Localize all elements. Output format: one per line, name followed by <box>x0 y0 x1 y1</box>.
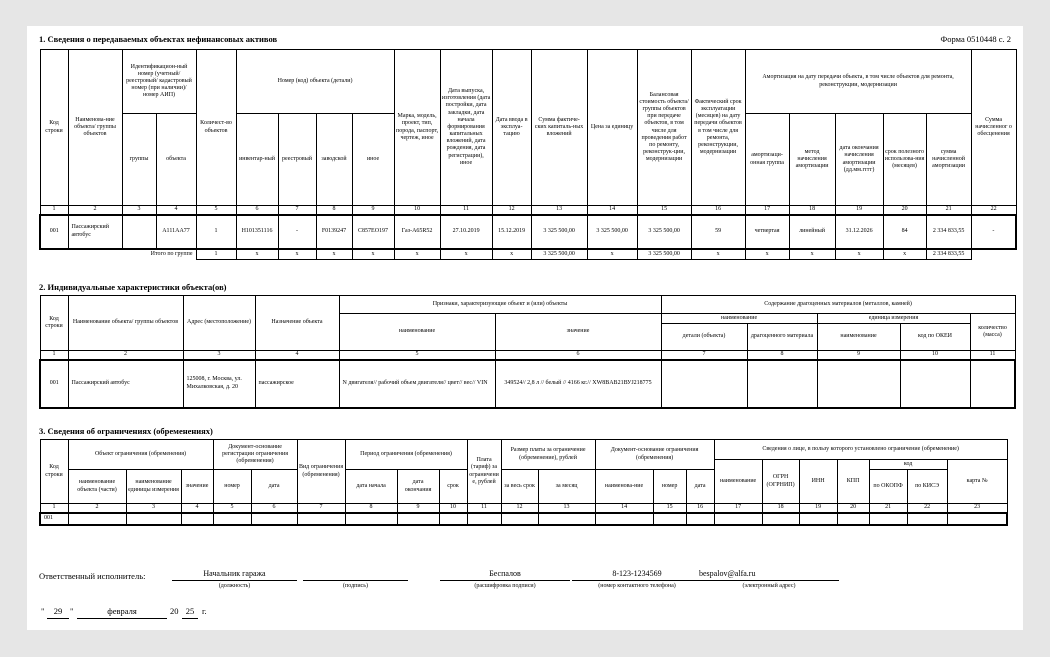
h1-date-input: Дата ввода в эксплуа-тацию <box>492 50 531 206</box>
table-cell: 3 325 500,00 <box>637 215 691 249</box>
column-number-cell: 7 <box>661 351 747 360</box>
position-value: Начальник гаража <box>203 569 266 578</box>
column-number-cell: 4 <box>156 206 196 215</box>
column-number-cell: 10 <box>439 504 467 513</box>
form-number: Форма 0510448 с. 2 <box>940 34 1011 44</box>
h2-signs: Признаки, характеризующие объект и (или) объекты <box>339 296 661 314</box>
table-cell: четвертая <box>745 215 789 249</box>
column-number-cell: 11 <box>467 504 501 513</box>
table-cell: F0139247 <box>316 215 352 249</box>
h2-precious: драгоценного материала <box>747 324 817 351</box>
h1-number: Номер (код) объекта (детали) <box>236 50 394 114</box>
table-cell <box>538 513 595 525</box>
h2-metals-name: наименование <box>661 314 817 324</box>
column-number-cell: 9 <box>352 206 394 215</box>
date-year: 25 <box>185 606 195 616</box>
table-cell: 15.12.2019 <box>492 215 531 249</box>
column-number-cell: 1 <box>40 206 68 215</box>
table-cell <box>122 215 156 249</box>
h2-signs-value: значение <box>495 314 661 351</box>
table-cell: А111АА77 <box>156 215 196 249</box>
column-number-cell: 13 <box>531 206 587 215</box>
table-cell <box>686 513 714 525</box>
table-cell <box>467 513 501 525</box>
column-number-cell: 3 <box>183 351 255 360</box>
column-number-cell: 12 <box>492 206 531 215</box>
total-cell: x <box>236 249 278 260</box>
h3-term: срок <box>439 470 467 504</box>
h3-code-h: код <box>869 460 947 470</box>
column-number-cell: 15 <box>637 206 691 215</box>
column-number-cell: 3 <box>122 206 156 215</box>
table-cell: 001 <box>40 215 68 249</box>
table-cell <box>297 513 345 525</box>
table-cell <box>970 360 1015 408</box>
table-cell <box>837 513 869 525</box>
total-cell: x <box>789 249 835 260</box>
section-1-table <box>39 49 1017 260</box>
column-number-cell: 17 <box>745 206 789 215</box>
table-row <box>40 513 1007 525</box>
h2-detail: детали (объекта) <box>661 324 747 351</box>
column-number-cell: 4 <box>181 504 213 513</box>
total-cell: x <box>835 249 883 260</box>
table-cell: 001 <box>40 360 68 408</box>
table-cell: 27.10.2019 <box>440 215 492 249</box>
email-line <box>699 580 839 581</box>
total-cell: x <box>394 249 440 260</box>
h3-pay-month: за месяц <box>538 470 595 504</box>
table-cell <box>501 513 538 525</box>
table-cell: 001 <box>40 513 68 525</box>
column-number-cell: 20 <box>883 206 926 215</box>
name-value: Беспалов <box>489 569 521 578</box>
h1-inv: инвентар-ный <box>236 114 278 206</box>
date-quote-close: " <box>70 606 74 616</box>
table-cell: - <box>278 215 316 249</box>
table-cell: 3 325 500,00 <box>587 215 637 249</box>
table-cell <box>439 513 467 525</box>
column-number-cell: 22 <box>907 504 947 513</box>
table-cell <box>595 513 653 525</box>
column-number-cell: 5 <box>196 206 236 215</box>
column-number-cell: 11 <box>440 206 492 215</box>
h1-name: Наименова-ние объекта/ группы объектов <box>68 50 122 206</box>
h3-date: дата <box>251 470 297 504</box>
email-caption: (электронный адрес) <box>742 583 796 589</box>
date-quote-open: " <box>41 606 45 616</box>
h1-factory: заводской <box>316 114 352 206</box>
column-number-cell: 8 <box>345 504 397 513</box>
table-cell: 59 <box>691 215 745 249</box>
h2-unit-name: наименование <box>817 324 900 351</box>
h1-ident-obj: объекта <box>156 114 196 206</box>
h3-obj-value: значение <box>181 470 213 504</box>
column-number-cell: 6 <box>236 206 278 215</box>
table-cell <box>251 513 297 525</box>
h1-other: иное <box>352 114 394 206</box>
column-number-cell: 6 <box>251 504 297 513</box>
table-cell: N двигателя// рабочий объем двигателя// цвет// вес// VIN <box>339 360 495 408</box>
table-cell <box>747 360 817 408</box>
h1-ident: Идентификацион-ный номер (учетный/ реестровый/ кадастровый номер (при наличии)/ номер АИП) <box>122 50 196 114</box>
h2-qty: количество (масса) <box>970 314 1015 351</box>
column-number-cell: 21 <box>869 504 907 513</box>
signature-line <box>303 580 408 581</box>
section-2-title: 2. Индивидуальные характеристики объекта(ов) <box>39 282 227 292</box>
column-number-cell: 18 <box>789 206 835 215</box>
column-number-cell: 23 <box>947 504 1007 513</box>
table-cell: пассажирское <box>255 360 339 408</box>
date-month-line <box>77 618 167 619</box>
total-cell: 3 325 500,00 <box>637 249 691 260</box>
h3-kpp: КПП <box>837 460 869 504</box>
table-cell <box>869 513 907 525</box>
h3-card: карта № <box>947 460 1007 504</box>
h1-impair: Сумма начисленног о обесценения <box>971 50 1016 206</box>
table-cell <box>126 513 181 525</box>
table-cell <box>900 360 970 408</box>
table-cell: - <box>971 215 1016 249</box>
h3-fee: Плата (тариф) за ограничение, рублей <box>467 440 501 504</box>
h2-metals-unit: единица измерения <box>817 314 970 324</box>
h1-brand: Марка, модель, проект, тип, порода, паспорт, чертеж, иное <box>394 50 440 206</box>
table-cell: Газ-А65R52 <box>394 215 440 249</box>
phone-caption: (номер контактного телефона) <box>598 583 676 589</box>
h3-obj-unit: наименование единицы измерения <box>126 470 181 504</box>
total-cell: x <box>587 249 637 260</box>
name-line <box>440 580 570 581</box>
column-number-cell: 13 <box>538 504 595 513</box>
h3-doc-name: наименова-ние <box>595 470 653 504</box>
table-cell: Пассажирский автобус <box>68 360 183 408</box>
h3-obj-name: наименование объекта (части) <box>68 470 126 504</box>
total-cell: x <box>278 249 316 260</box>
total-cell: x <box>883 249 926 260</box>
column-number-cell: 2 <box>68 504 126 513</box>
h1-capex: Сумма фактиче-ских капиталь-ных вложений <box>531 50 587 206</box>
h1-price: Цена за единицу <box>587 50 637 206</box>
table-cell <box>661 360 747 408</box>
column-number-cell: 19 <box>835 206 883 215</box>
signature-caption: (подпись) <box>343 583 368 589</box>
table-row <box>40 215 1016 249</box>
h2-address: Адрес (местоположение) <box>183 296 255 351</box>
column-number-cell: 1 <box>40 504 68 513</box>
h3-person: Сведения о лице, в пользу которого установлено ограничение (обременение) <box>714 440 1007 460</box>
column-number-cell: 11 <box>970 351 1015 360</box>
column-number-cell: 21 <box>926 206 971 215</box>
h1-amort: Амортизация на дату передачи объекта, в том числе объектов для ремонта, реконструкции, модернизации <box>745 50 971 114</box>
date-suffix: г. <box>202 606 207 616</box>
h3-end: дата окончания <box>397 470 439 504</box>
h2-purpose: Назначение объекта <box>255 296 339 351</box>
phone-line <box>572 580 702 581</box>
table-cell: Пассажирский автобус <box>68 215 122 249</box>
date-day-line <box>47 618 69 619</box>
h1-balance: Балансовая стоимость объекта/ группы объектов при передаче объектов, в том числе для проведения работ по ремонту, реконструк-ции, модернизации <box>637 50 691 206</box>
h3-period: Период ограничения (обременения) <box>345 440 467 470</box>
name-caption: (расшифровка подписи) <box>474 583 536 589</box>
column-number-cell: 10 <box>394 206 440 215</box>
total-cell: 3 325 500,00 <box>531 249 587 260</box>
table-cell: 349524// 2,8 л // белый // 4166 кг.// XW8BAB21ВУJ218775 <box>495 360 661 408</box>
date-year-prefix: 20 <box>170 606 179 616</box>
column-number-cell: 14 <box>595 504 653 513</box>
total-cell: x <box>316 249 352 260</box>
column-number-cell: 12 <box>501 504 538 513</box>
email-value: bespalov@alfa.ru <box>699 569 756 578</box>
total-cell: x <box>352 249 394 260</box>
h1-date-issue: Дата выпуска, изготовления (дата постройки, дата закладки, дата начала формирования капитальных вложений, дата рождения, дата регистрации), иное <box>440 50 492 206</box>
section-2-table <box>39 295 1016 409</box>
table-cell: 1 <box>196 215 236 249</box>
h2-name: Наименование объекта/ группы объектов <box>68 296 183 351</box>
column-number-cell: 8 <box>747 351 817 360</box>
h1-amort-end: дата окончания начисления амортизации (дд.мм.гггг) <box>835 114 883 206</box>
position-caption: (должность) <box>218 583 251 589</box>
section-3-title: 3. Сведения об ограничениях (обременениях) <box>39 426 213 436</box>
table-cell: 3 325 500,00 <box>531 215 587 249</box>
date-day: 29 <box>53 606 63 616</box>
h1-term: Фактический срок эксплуатации (месяцев) на дату передачи объектов в том числе для ремонта, реконструкции, модернизации <box>691 50 745 206</box>
h1-amort-sum: сумма начисленной амортизации <box>926 114 971 206</box>
total-label: Итого по группе <box>150 250 193 257</box>
table-cell: Н101351116 <box>236 215 278 249</box>
table-cell: 2 334 833,55 <box>926 215 971 249</box>
h3-start: дата начала <box>345 470 397 504</box>
column-numbers-row <box>40 351 1015 360</box>
table-cell <box>799 513 837 525</box>
date-month: февраля <box>107 606 137 616</box>
table-cell: 31.12.2026 <box>835 215 883 249</box>
h1-reg: реестровый <box>278 114 316 206</box>
h3-pay: Размер платы за ограничение (обременение), рублей <box>501 440 595 470</box>
h2-code: Код строки <box>40 296 68 351</box>
section-3-table <box>39 439 1008 526</box>
h3-number: номер <box>213 470 251 504</box>
table-cell <box>714 513 762 525</box>
column-number-cell: 9 <box>817 351 900 360</box>
h3-object: Объект ограничения (обременения) <box>68 440 213 470</box>
h3-pay-all: за весь срок <box>501 470 538 504</box>
date-year-line <box>182 618 198 619</box>
table-cell: 84 <box>883 215 926 249</box>
column-number-cell: 19 <box>799 504 837 513</box>
column-number-cell: 4 <box>255 351 339 360</box>
h1-amort-life: срок полезного использова-ния (месяцев) <box>883 114 926 206</box>
column-numbers-row <box>40 206 1016 215</box>
h3-code: Код строки <box>40 440 68 504</box>
column-number-cell: 8 <box>316 206 352 215</box>
column-number-cell: 10 <box>900 351 970 360</box>
h1-code: Код строки <box>40 50 68 206</box>
table-row <box>40 360 1015 408</box>
column-number-cell: 20 <box>837 504 869 513</box>
column-number-cell: 18 <box>762 504 799 513</box>
table-cell: линейный <box>789 215 835 249</box>
h3-kind: Вид ограничения (обременения) <box>297 440 345 504</box>
table-cell <box>181 513 213 525</box>
h2-signs-name: наименование <box>339 314 495 351</box>
form-page <box>27 26 1023 630</box>
column-number-cell: 17 <box>714 504 762 513</box>
table-cell <box>817 360 900 408</box>
column-number-cell: 7 <box>297 504 345 513</box>
h3-doc-date: дата <box>686 470 714 504</box>
column-number-cell: 15 <box>653 504 686 513</box>
column-number-cell: 16 <box>691 206 745 215</box>
section-1-title: 1. Сведения о передаваемых объектах нефинансовых активов <box>39 34 278 44</box>
h3-ogrn: ОГРН (ОГРНИП) <box>762 460 799 504</box>
h2-metals: Содержание драгоценных материалов (металлов, камней) <box>661 296 1015 314</box>
table-cell <box>345 513 397 525</box>
total-cell: x <box>440 249 492 260</box>
column-number-cell: 3 <box>126 504 181 513</box>
h1-qty: Количест-во объектов <box>196 50 236 206</box>
table-cell <box>907 513 947 525</box>
column-number-cell: 9 <box>397 504 439 513</box>
column-number-cell: 2 <box>68 351 183 360</box>
position-line <box>172 580 297 581</box>
h3-okopf: по ОКОПФ <box>869 470 907 504</box>
column-number-cell: 1 <box>40 351 68 360</box>
table-cell: С857ЕО197 <box>352 215 394 249</box>
column-number-cell: 7 <box>278 206 316 215</box>
h3-doc-reg: Документ-основание регистрации ограничения (обременения) <box>213 440 297 470</box>
column-number-cell: 16 <box>686 504 714 513</box>
column-numbers-row <box>40 504 1007 513</box>
column-number-cell: 22 <box>971 206 1016 215</box>
total-cell: 1 <box>196 249 236 260</box>
column-number-cell: 5 <box>213 504 251 513</box>
h3-p-name: наименование <box>714 460 762 504</box>
total-row <box>40 249 1016 260</box>
column-number-cell: 5 <box>339 351 495 360</box>
h3-kise: по КИСЭ <box>907 470 947 504</box>
total-cell: x <box>492 249 531 260</box>
column-number-cell: 14 <box>587 206 637 215</box>
table-cell <box>947 513 1007 525</box>
h1-amort-group: амортизаци-онная группа <box>745 114 789 206</box>
total-cell: x <box>745 249 789 260</box>
total-cell: 2 334 833,55 <box>926 249 971 260</box>
table-cell <box>213 513 251 525</box>
h3-inn: ИНН <box>799 460 837 504</box>
total-cell: x <box>691 249 745 260</box>
h1-ident-group: группы <box>122 114 156 206</box>
phone-value: 8-123-1234569 <box>612 569 662 578</box>
table-cell <box>653 513 686 525</box>
h3-doc-number: номер <box>653 470 686 504</box>
responsible-label: Ответственный исполнитель: <box>39 571 146 581</box>
table-cell <box>397 513 439 525</box>
column-number-cell: 6 <box>495 351 661 360</box>
h3-doc: Документ-основание ограничения (обременения) <box>595 440 714 470</box>
table-cell <box>68 513 126 525</box>
h2-okei: код по ОКЕИ <box>900 324 970 351</box>
table-cell <box>762 513 799 525</box>
h1-amort-method: метод начисления амортизации <box>789 114 835 206</box>
column-number-cell: 2 <box>68 206 122 215</box>
table-cell: 125008, г. Москва, ул. Михалковская, д. 20 <box>183 360 255 408</box>
